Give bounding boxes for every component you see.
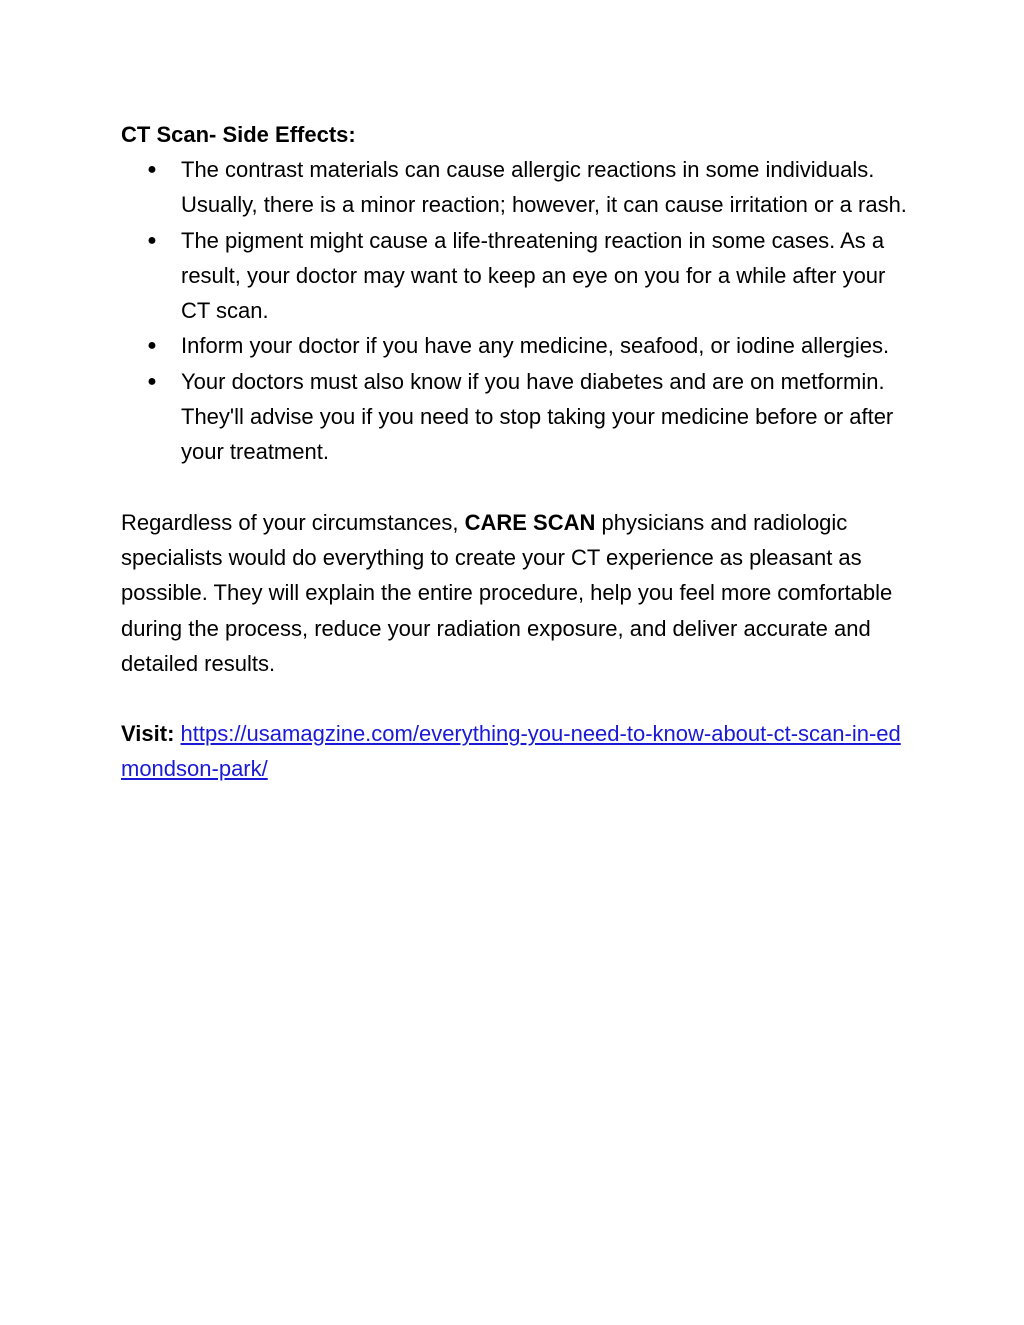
visit-label: Visit:: [121, 721, 175, 747]
list-item: [121, 152, 911, 223]
list-item-text: The pigment might cause a life-threatening reaction in some cases. As a result, your doctor may want to keep an eye on you for a while after your CT scan.: [181, 227, 886, 324]
section-heading: CT Scan- Side Effects:: [121, 122, 356, 147]
paragraph-body: physicians and radiologic specialists would do everything to create your CT experience as pleasant as possible. They will explain the entire procedure, help you feel more comfortable during the process, reduce your radiation exposure, and deliver accurate and detailed results.: [121, 509, 893, 676]
source-link[interactable]: https://usamagzine.com/everything-you-need-to-know-about-ct-scan-in-edmondson-park/: [121, 721, 901, 782]
list-item-text: Inform your doctor if you have any medicine, seafood, or iodine allergies.: [181, 333, 890, 359]
care-scan-paragraph: [121, 505, 911, 681]
paragraph-intro: Regardless of your circumstances,: [121, 509, 465, 535]
list-item: [121, 364, 911, 470]
bullet-icon: ●: [147, 337, 157, 355]
list-item: [121, 328, 911, 363]
document-page: [121, 117, 911, 787]
list-item-text: The contrast materials can cause allergic reactions in some individuals. Usually, there is a minor reaction; however, it can cause irritation or a rash.: [181, 157, 907, 218]
list-item-text: Your doctors must also know if you have diabetes and are on metformin. They'll advise you if you need to stop taking your medicine before or after your treatment.: [181, 368, 894, 465]
bullet-icon: ●: [147, 231, 157, 249]
side-effects-list: [121, 152, 911, 470]
brand-name: CARE SCAN: [464, 509, 596, 535]
list-item: [121, 223, 911, 329]
bullet-icon: ●: [147, 161, 157, 178]
bullet-icon: ●: [147, 372, 157, 390]
visit-line: [121, 716, 911, 787]
